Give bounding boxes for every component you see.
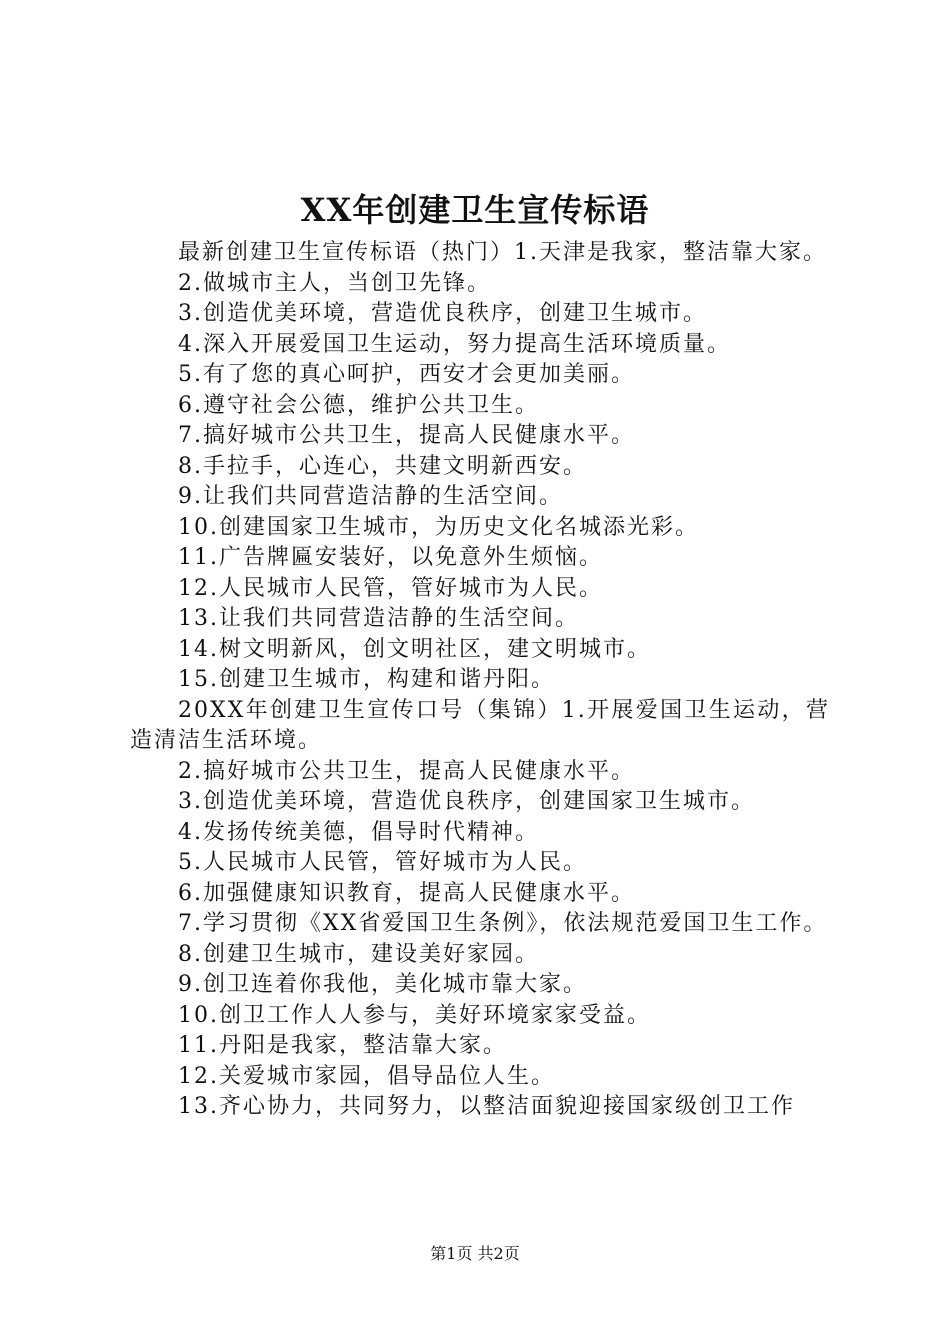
paragraph: 9.创卫连着你我他，美化城市靠大家。 bbox=[178, 972, 587, 997]
paragraph: 10.创建国家卫生城市，为历史文化名城添光彩。 bbox=[178, 514, 699, 540]
paragraph: 8.手拉手，心连心，共建文明新西安。 bbox=[178, 453, 587, 479]
paragraph: 2.搞好城市公共卫生，提高人民健康水平。 bbox=[178, 758, 635, 784]
paragraph: 9.让我们共同营造洁静的生活空间。 bbox=[178, 484, 563, 509]
paragraph: 8.创建卫生城市，建设美好家园。 bbox=[178, 941, 539, 967]
paragraph: 13.齐心协力，共同努力，以整洁面貌迎接国家级创卫工作 bbox=[178, 1094, 795, 1119]
paragraph: 13.让我们共同营造洁静的生活空间。 bbox=[178, 606, 579, 631]
paragraph: 11.丹阳是我家，整洁靠大家。 bbox=[178, 1033, 507, 1058]
paragraph: 最新创建卫生宣传标语（热门）1.天津是我家，整洁靠大家。 bbox=[178, 240, 827, 265]
paragraph: 4.发扬传统美德，倡导时代精神。 bbox=[178, 819, 539, 845]
paragraph: 6.加强健康知识教育，提高人民健康水平。 bbox=[178, 880, 635, 906]
paragraph: 7.搞好城市公共卫生，提高人民健康水平。 bbox=[178, 423, 635, 448]
paragraph: 5.有了您的真心呵护，西安才会更加美丽。 bbox=[178, 362, 635, 387]
paragraph: 6.遵守社会公德，维护公共卫生。 bbox=[178, 392, 539, 418]
paragraph: 12.人民城市人民管，管好城市为人民。 bbox=[178, 575, 603, 601]
paragraph: 14.树文明新风，创文明社区，建文明城市。 bbox=[178, 636, 651, 662]
paragraph: 15.创建卫生城市，构建和谐丹阳。 bbox=[178, 667, 555, 692]
paragraph: 4.深入开展爱国卫生运动，努力提高生活环境质量。 bbox=[178, 331, 731, 357]
paragraph: 12.关爱城市家园，倡导品位人生。 bbox=[178, 1063, 555, 1089]
paragraph: 10.创卫工作人人参与，美好环境家家受益。 bbox=[178, 1002, 651, 1028]
paragraph: 3.创造优美环境，营造优良秩序，创建卫生城市。 bbox=[178, 301, 707, 326]
paragraph: 20XX年创建卫生宣传口号（集锦）1.开展爱国卫生运动，营造清洁生活环境。 bbox=[130, 697, 830, 753]
paragraph: 2.做城市主人，当创卫先锋。 bbox=[178, 270, 491, 296]
paragraph: 3.创造优美环境，营造优良秩序，创建国家卫生城市。 bbox=[178, 789, 755, 814]
paragraph: 11.广告牌匾安装好，以免意外生烦恼。 bbox=[178, 545, 603, 570]
paragraph: 7.学习贯彻《XX省爱国卫生条例》，依法规范爱国卫生工作。 bbox=[178, 911, 828, 936]
document-title: XX年创建卫生宣传标语 bbox=[300, 191, 650, 229]
page-footer: 第1页 共2页 bbox=[430, 1244, 520, 1263]
document-body bbox=[130, 238, 830, 1123]
paragraph: 5.人民城市人民管，管好城市为人民。 bbox=[178, 850, 587, 875]
